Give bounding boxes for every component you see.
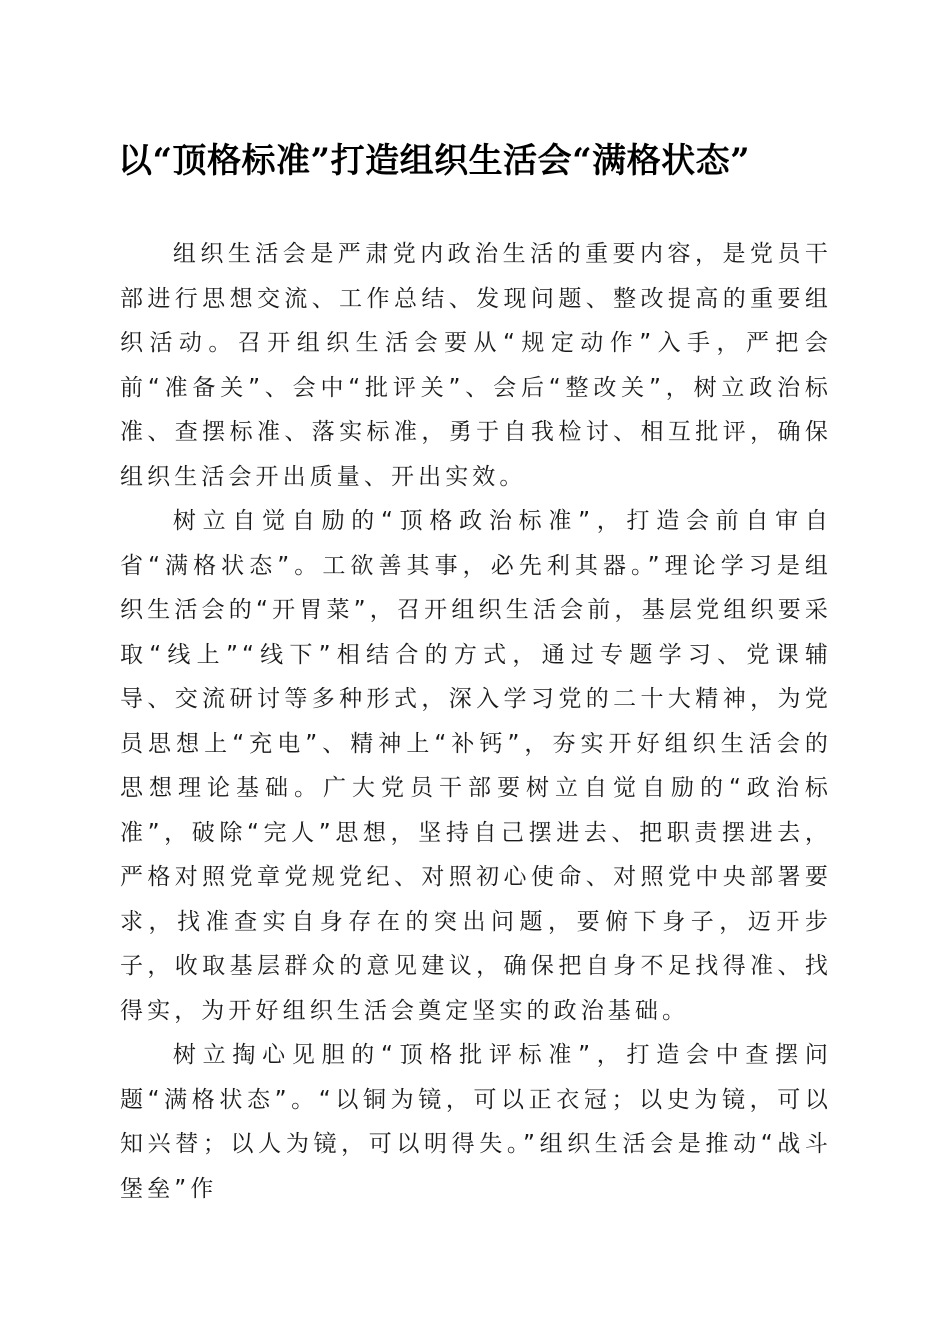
paragraph-3: 树立掏心见胆的“顶格批评标准”，打造会中查摆问题“满格状态”。“以铜为镜，可以正衣冠；以史为镜，可以知兴替；以人为镜，可以明得失。”组织生活会是推动“战斗堡垒”作 [120,1042,832,1202]
paragraph-1: 组织生活会是严肃党内政治生活的重要内容，是党员干部进行思想交流、工作总结、发现问题、整改提高的重要组织活动。召开组织生活会要从“规定动作”入手，严把会前“准备关”、会中“批评关”、会后“整改关”，树立政治标准、查摆标准、落实标准，勇于自我检讨、相互批评，确保组织生活会开出质量、开出实效。 [120,241,832,490]
document-title: 以“顶格标准”打造组织生活会“满格状态” [118,141,751,181]
paragraph-2: 树立自觉自励的“顶格政治标准”，打造会前自审自省“满格状态”。工欲善其事，必先利其器。”理论学习是组织生活会的“开胃菜”，召开组织生活会前，基层党组织要采取“线上”“线下”相结合的方式，通过专题学习、党课辅导、交流研讨等多种形式，深入学习党的二十大精神，为党员思想上“充电”、精神上“补钙”，夯实开好组织生活会的思想理论基础。广大党员干部要树立自觉自励的“政治标准”，破除“完人”思想，坚持自己摆进去、把职责摆进去，严格对照党章党规党纪、对照初心使命、对照党中央部署要求，找准查实自身存在的突出问题，要俯下身子，迈开步子，收取基层群众的意见建议，确保把自身不足找得准、找得实，为开好组织生活会奠定坚实的政治基础。 [120,508,832,1024]
document-body [120,232,832,1211]
